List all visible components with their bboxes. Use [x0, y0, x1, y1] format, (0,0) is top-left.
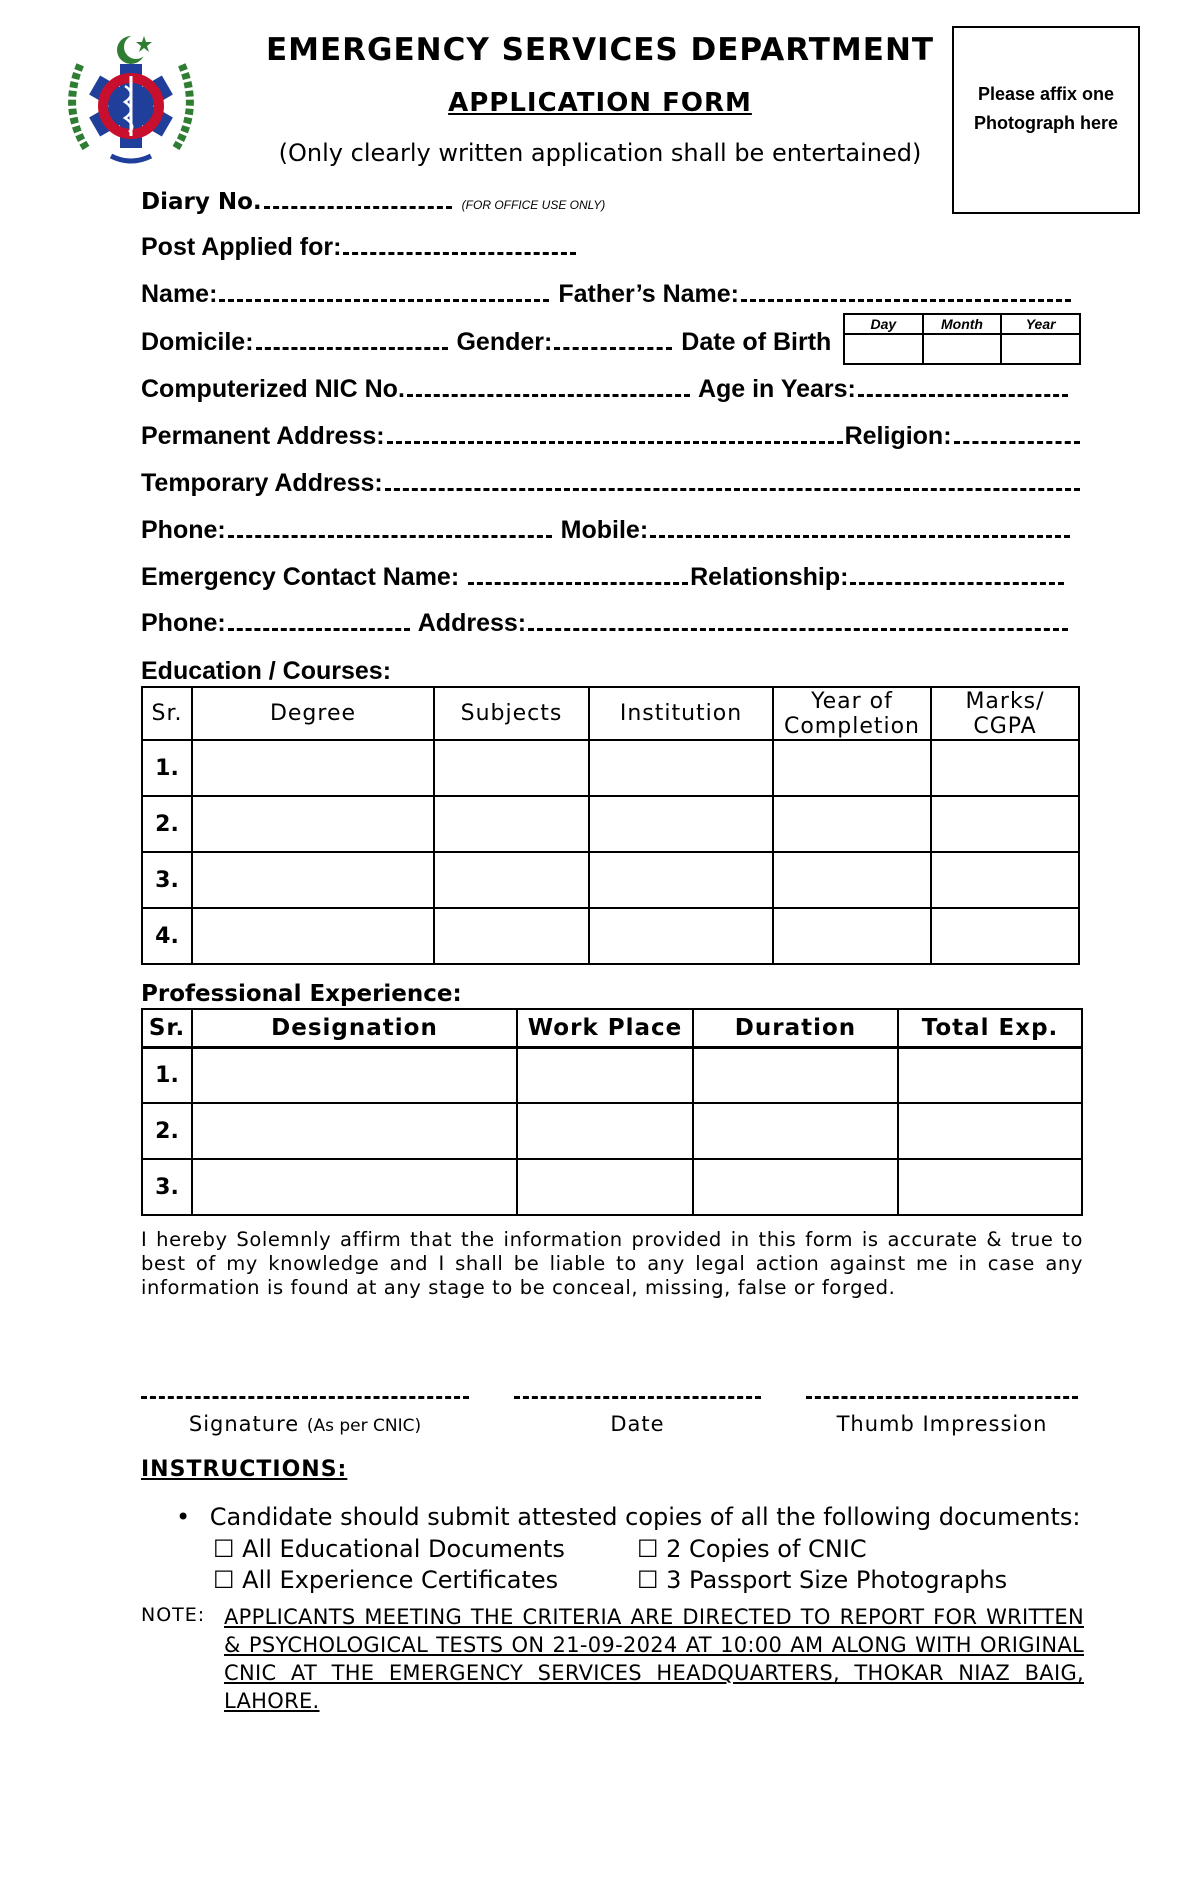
department-title: EMERGENCY SERVICES DEPARTMENT — [265, 32, 935, 68]
checklist-item[interactable] — [637, 1566, 1007, 1594]
checkbox-icon: ☐ — [637, 1535, 659, 1563]
exp-cell[interactable] — [192, 1103, 517, 1159]
dob-year-label: Year — [1001, 314, 1080, 334]
education-table — [141, 686, 1080, 965]
edu-cell[interactable] — [773, 740, 931, 796]
permanent-address-label: Permanent Address: — [141, 422, 385, 450]
domicile-row — [141, 325, 831, 357]
edu-cell[interactable] — [434, 740, 589, 796]
religion-field[interactable] — [954, 419, 1080, 444]
signature-note: (As per CNIC) — [306, 1416, 422, 1436]
diary-no-label: Diary No. — [141, 189, 262, 215]
instructions-bullet — [176, 1503, 1080, 1531]
signature-label: Signature — [188, 1412, 300, 1436]
exp-row-sr: 1. — [142, 1047, 192, 1103]
phone2-field[interactable] — [228, 606, 410, 631]
signature-caption — [141, 1412, 469, 1436]
domicile-label: Domicile: — [141, 328, 254, 356]
education-title: Education / Courses: — [141, 657, 392, 685]
fathers-name-label: Father’s Name: — [558, 280, 739, 308]
phone2-label: Phone: — [141, 609, 226, 637]
date-line[interactable] — [514, 1396, 761, 1399]
exp-col-duration: Duration — [693, 1009, 898, 1047]
post-applied-label: Post Applied for: — [141, 233, 342, 261]
photo-box[interactable] — [952, 26, 1140, 214]
edu-row-sr: 1. — [142, 740, 192, 796]
edu-cell[interactable] — [434, 908, 589, 964]
note-label: NOTE: — [141, 1604, 206, 1626]
checklist-item[interactable] — [213, 1566, 558, 1594]
phone-field[interactable] — [228, 513, 552, 538]
address-label: Address: — [417, 609, 527, 637]
edu-cell[interactable] — [589, 796, 773, 852]
checklist-label: All Experience Certificates — [242, 1566, 559, 1594]
form-title: APPLICATION FORM — [448, 88, 752, 118]
exp-col-total: Total Exp. — [898, 1009, 1082, 1047]
edu-cell[interactable] — [773, 796, 931, 852]
age-field[interactable] — [858, 372, 1068, 397]
temporary-address-label: Temporary Address: — [141, 469, 383, 497]
exp-cell[interactable] — [693, 1159, 898, 1215]
edu-row-sr: 3. — [142, 852, 192, 908]
edu-col-marks: Marks/ CGPA — [931, 687, 1079, 740]
checklist-label: 2 Copies of CNIC — [666, 1535, 867, 1563]
checkbox-icon: ☐ — [213, 1535, 235, 1563]
edu-col-year: Year of Completion — [773, 687, 931, 740]
cnic-field[interactable] — [407, 372, 690, 397]
name-row — [141, 277, 1073, 309]
permanent-address-row — [141, 419, 1082, 451]
table-row — [142, 1159, 1082, 1215]
address-field[interactable] — [528, 606, 1068, 631]
checkbox-icon: ☐ — [637, 1566, 659, 1594]
dob-day-field[interactable] — [844, 334, 923, 364]
edu-cell[interactable] — [434, 796, 589, 852]
exp-cell[interactable] — [693, 1103, 898, 1159]
edu-cell[interactable] — [589, 852, 773, 908]
signature-line[interactable] — [141, 1396, 469, 1399]
edu-cell[interactable] — [589, 740, 773, 796]
emergency-contact-field[interactable] — [468, 560, 688, 585]
name-label: Name: — [141, 280, 218, 308]
name-field[interactable] — [219, 277, 549, 302]
permanent-address-field[interactable] — [387, 419, 843, 444]
checklist-item[interactable] — [637, 1535, 867, 1563]
exp-col-workplace: Work Place — [517, 1009, 693, 1047]
checklist-item[interactable] — [213, 1535, 565, 1563]
note-text: APPLICANTS MEETING THE CRITERIA ARE DIRECTED TO REPORT FOR WRITTEN & PSYCHOLOGICAL TESTS ON 21-09-2024 AT 10:00 AM ALONG WITH ORIGINAL CNIC AT THE EMERGENCY SERVICES HEADQUARTERS, THOKAR NIAZ BAIG, LAHORE. — [224, 1605, 1084, 1713]
edu-cell[interactable] — [192, 796, 434, 852]
edu-col-subjects: Subjects — [434, 687, 589, 740]
phone-label: Phone: — [141, 516, 226, 544]
exp-cell[interactable] — [898, 1159, 1082, 1215]
instructions-bullet-text: Candidate should submit attested copies of all the following documents: — [209, 1503, 1081, 1531]
post-applied-field[interactable] — [343, 230, 576, 255]
table-row — [142, 1103, 1082, 1159]
form-subtitle: (Only clearly written application shall be entertained) — [278, 139, 922, 167]
dob-month-field[interactable] — [923, 334, 1002, 364]
religion-label: Religion: — [844, 422, 952, 450]
checklist-label: 3 Passport Size Photographs — [666, 1566, 1008, 1594]
edu-cell[interactable] — [192, 852, 434, 908]
relationship-field[interactable] — [850, 560, 1064, 585]
fathers-name-field[interactable] — [741, 277, 1071, 302]
table-row — [142, 852, 1079, 908]
diary-no-field[interactable] — [264, 184, 452, 209]
temporary-address-row — [141, 466, 1082, 498]
table-row — [142, 1047, 1082, 1103]
edu-cell[interactable] — [773, 852, 931, 908]
date-label: Date — [610, 1412, 665, 1436]
office-use-note: (FOR OFFICE USE ONLY) — [461, 198, 606, 212]
phone2-row — [141, 606, 1070, 638]
exp-cell[interactable] — [517, 1047, 693, 1103]
gender-field[interactable] — [554, 325, 672, 350]
edu-cell[interactable] — [931, 908, 1079, 964]
dob-day-label: Day — [844, 314, 923, 334]
mobile-label: Mobile: — [560, 516, 649, 544]
emergency-contact-label: Emergency Contact Name: — [141, 563, 460, 591]
cnic-label: Computerized NIC No. — [141, 375, 405, 403]
dob-year-field[interactable] — [1001, 334, 1080, 364]
checkbox-icon: ☐ — [213, 1566, 235, 1594]
edu-cell[interactable] — [192, 740, 434, 796]
edu-row-sr: 4. — [142, 908, 192, 964]
edu-cell[interactable] — [773, 908, 931, 964]
exp-col-sr: Sr. — [142, 1009, 192, 1047]
table-row — [142, 908, 1079, 964]
checklist-label: All Educational Documents — [242, 1535, 565, 1563]
relationship-label: Relationship: — [690, 563, 849, 591]
exp-cell[interactable] — [693, 1047, 898, 1103]
instructions-title: INSTRUCTIONS: — [141, 1457, 348, 1482]
exp-cell[interactable] — [192, 1159, 517, 1215]
edu-cell[interactable] — [931, 796, 1079, 852]
exp-row-sr: 2. — [142, 1103, 192, 1159]
dob-label: Date of Birth — [681, 328, 832, 356]
exp-cell[interactable] — [898, 1103, 1082, 1159]
exp-cell[interactable] — [517, 1103, 693, 1159]
exp-col-designation: Designation — [192, 1009, 517, 1047]
exp-cell[interactable] — [517, 1159, 693, 1215]
department-logo — [56, 28, 206, 168]
experience-table — [141, 1008, 1083, 1216]
mobile-field[interactable] — [650, 513, 1070, 538]
edu-col-institution: Institution — [589, 687, 773, 740]
dob-month-label: Month — [923, 314, 1002, 334]
table-row — [142, 740, 1079, 796]
edu-col-degree: Degree — [192, 687, 434, 740]
domicile-field[interactable] — [256, 325, 448, 350]
diary-no-row — [141, 184, 605, 216]
gender-label: Gender: — [456, 328, 553, 356]
emergency-contact-row — [141, 560, 1066, 592]
post-applied-row — [141, 230, 578, 262]
edu-cell[interactable] — [434, 852, 589, 908]
edu-row-sr: 2. — [142, 796, 192, 852]
thumb-label: Thumb Impression — [836, 1412, 1048, 1436]
edu-cell[interactable] — [931, 852, 1079, 908]
photo-box-label: Please affix one Photograph here — [973, 84, 1118, 133]
edu-cell[interactable] — [589, 908, 773, 964]
age-label: Age in Years: — [697, 375, 856, 403]
cnic-row — [141, 372, 1070, 404]
exp-row-sr: 3. — [142, 1159, 192, 1215]
exp-cell[interactable] — [192, 1047, 517, 1103]
dob-boxes — [843, 313, 1081, 365]
bullet-icon: • — [176, 1503, 191, 1531]
phone-row — [141, 513, 1072, 545]
experience-title: Professional Experience: — [141, 981, 462, 1007]
exp-cell[interactable] — [898, 1047, 1082, 1103]
thumb-line[interactable] — [806, 1396, 1078, 1399]
edu-cell[interactable] — [931, 740, 1079, 796]
table-row — [142, 796, 1079, 852]
edu-col-sr: Sr. — [142, 687, 192, 740]
declaration-text: I hereby Solemnly affirm that the information provided in this form is accurate & true to best of my knowledge and I shall be liable to any legal action against me in case any information is found at any stage to be conceal, missing, false or forged. — [141, 1228, 1083, 1299]
edu-cell[interactable] — [192, 908, 434, 964]
temporary-address-field[interactable] — [385, 466, 1080, 491]
